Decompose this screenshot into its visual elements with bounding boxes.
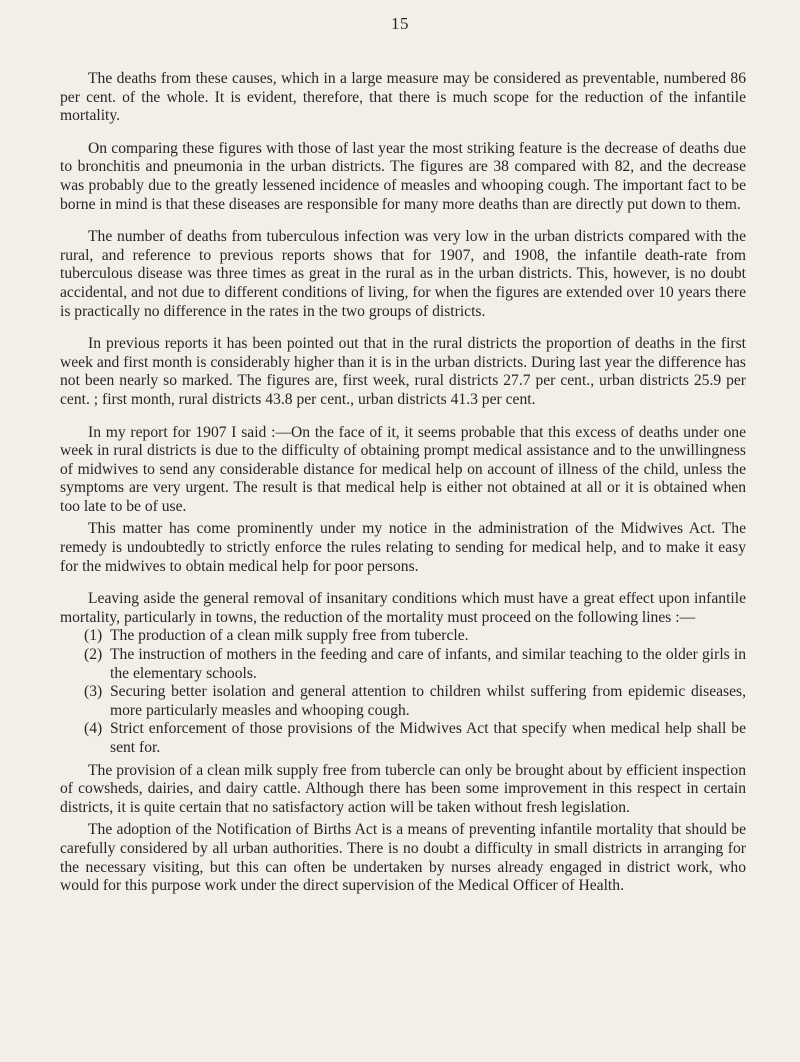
paragraph-bronchitis-pneumonia: On comparing these figures with those of last year the most striking feature is the decrease of deaths due to bronchitis and pneumonia in the urban districts. The figures are 38 compared with 82, and the decrease was probably due to the greatly lessened incidence of measles and whooping cough. The important fact to be borne in mind is that these diseases are responsible for many more deaths than are directly put down to them. [60, 139, 746, 213]
list-item [60, 720, 746, 757]
paragraph-preventable-deaths: The deaths from these causes, which in a large measure may be considered as preventable, numbered 86 per cent. of the whole. It is evident, therefore, that there is much scope for the reduction of the infantile mortality. [60, 70, 746, 125]
list-item-number: (4) [84, 720, 103, 738]
measures-list [60, 627, 746, 757]
paragraph-following-lines: Leaving aside the general removal of insanitary conditions which must have a great effect upon infantile mortality, particularly in towns, the reduction of the mortality must proceed on the following lines :— [60, 590, 746, 626]
list-item-text: Securing better isolation and general attention to children whilst suffering from epidemic diseases, more particularly measles and whooping cough. [110, 683, 746, 719]
list-item-text: Strict enforcement of those provisions of the Midwives Act that specify when medical help shall be sent for. [110, 720, 746, 756]
list-item-number: (1) [84, 627, 103, 645]
list-item-text: The instruction of mothers in the feeding and care of infants, and similar teaching to the older girls in the elementary schools. [110, 646, 746, 682]
list-item [60, 646, 746, 683]
list-item-text: The production of a clean milk supply free from tubercle. [110, 627, 469, 645]
paragraph-midwives-act: This matter has come prominently under my notice in the administration of the Midwives Act. The remedy is undoubtedly to strictly enforce the rules relating to sending for medical help, and to make it easy for the midwives to obtain medical help for poor persons. [60, 520, 746, 575]
list-item [60, 683, 746, 720]
page-number: 15 [391, 14, 409, 33]
body-text [60, 70, 746, 910]
paragraph-tuberculous-infection: The number of deaths from tuberculous infection was very low in the urban districts compared with the rural, and reference to previous reports shows that for 1907, and 1908, the infantile death-rate from tuberculous disease was three times as great in the rural as in the urban districts. This, however, is no doubt accidental, and not due to different conditions of living, for when the figures are extended over 10 years there is practically no difference in the rates in the two groups of districts. [60, 228, 746, 320]
list-item-number: (3) [84, 683, 103, 701]
paragraph-clean-milk-supply: The provision of a clean milk supply free from tubercle can only be brought about by efficient inspection of cowsheds, dairies, and dairy cattle. Although there has been some improvement in this respect in certain districts, it is quite certain that no satisfactory action will be taken without fresh legislation. [60, 761, 746, 816]
list-item [60, 627, 746, 646]
paragraph-report-1907: In my report for 1907 I said :—On the face of it, it seems probable that this excess of deaths under one week in rural districts is due to the difficulty of obtaining prompt medical assistance and to the unwillingness of midwives to send any considerable distance for medical help on account of illness of the child, unless the symptoms are very urgent. The result is that medical help is either not obtained at all or it is obtained when too late to be of use. [60, 423, 746, 515]
paragraph-first-week-month: In previous reports it has been pointed out that in the rural districts the proportion of deaths in the first week and first month is considerably higher than it is in the urban districts. During last year the difference has not been nearly so marked. The figures are, first week, rural districts 27.7 per cent., urban districts 25.9 per cent. ; first month, rural districts 43.8 per cent., urban districts 41.3 per cent. [60, 335, 746, 408]
list-item-number: (2) [84, 646, 103, 664]
paragraph-notification-of-births: The adoption of the Notification of Births Act is a means of preventing infantile mortality that should be carefully considered by all urban authorities. There is no doubt a difficulty in small districts in arranging for the necessary visiting, but this can often be undertaken by nurses already engaged in district work, who would for this purpose work under the direct supervision of the Medical Officer of Health. [60, 821, 746, 895]
